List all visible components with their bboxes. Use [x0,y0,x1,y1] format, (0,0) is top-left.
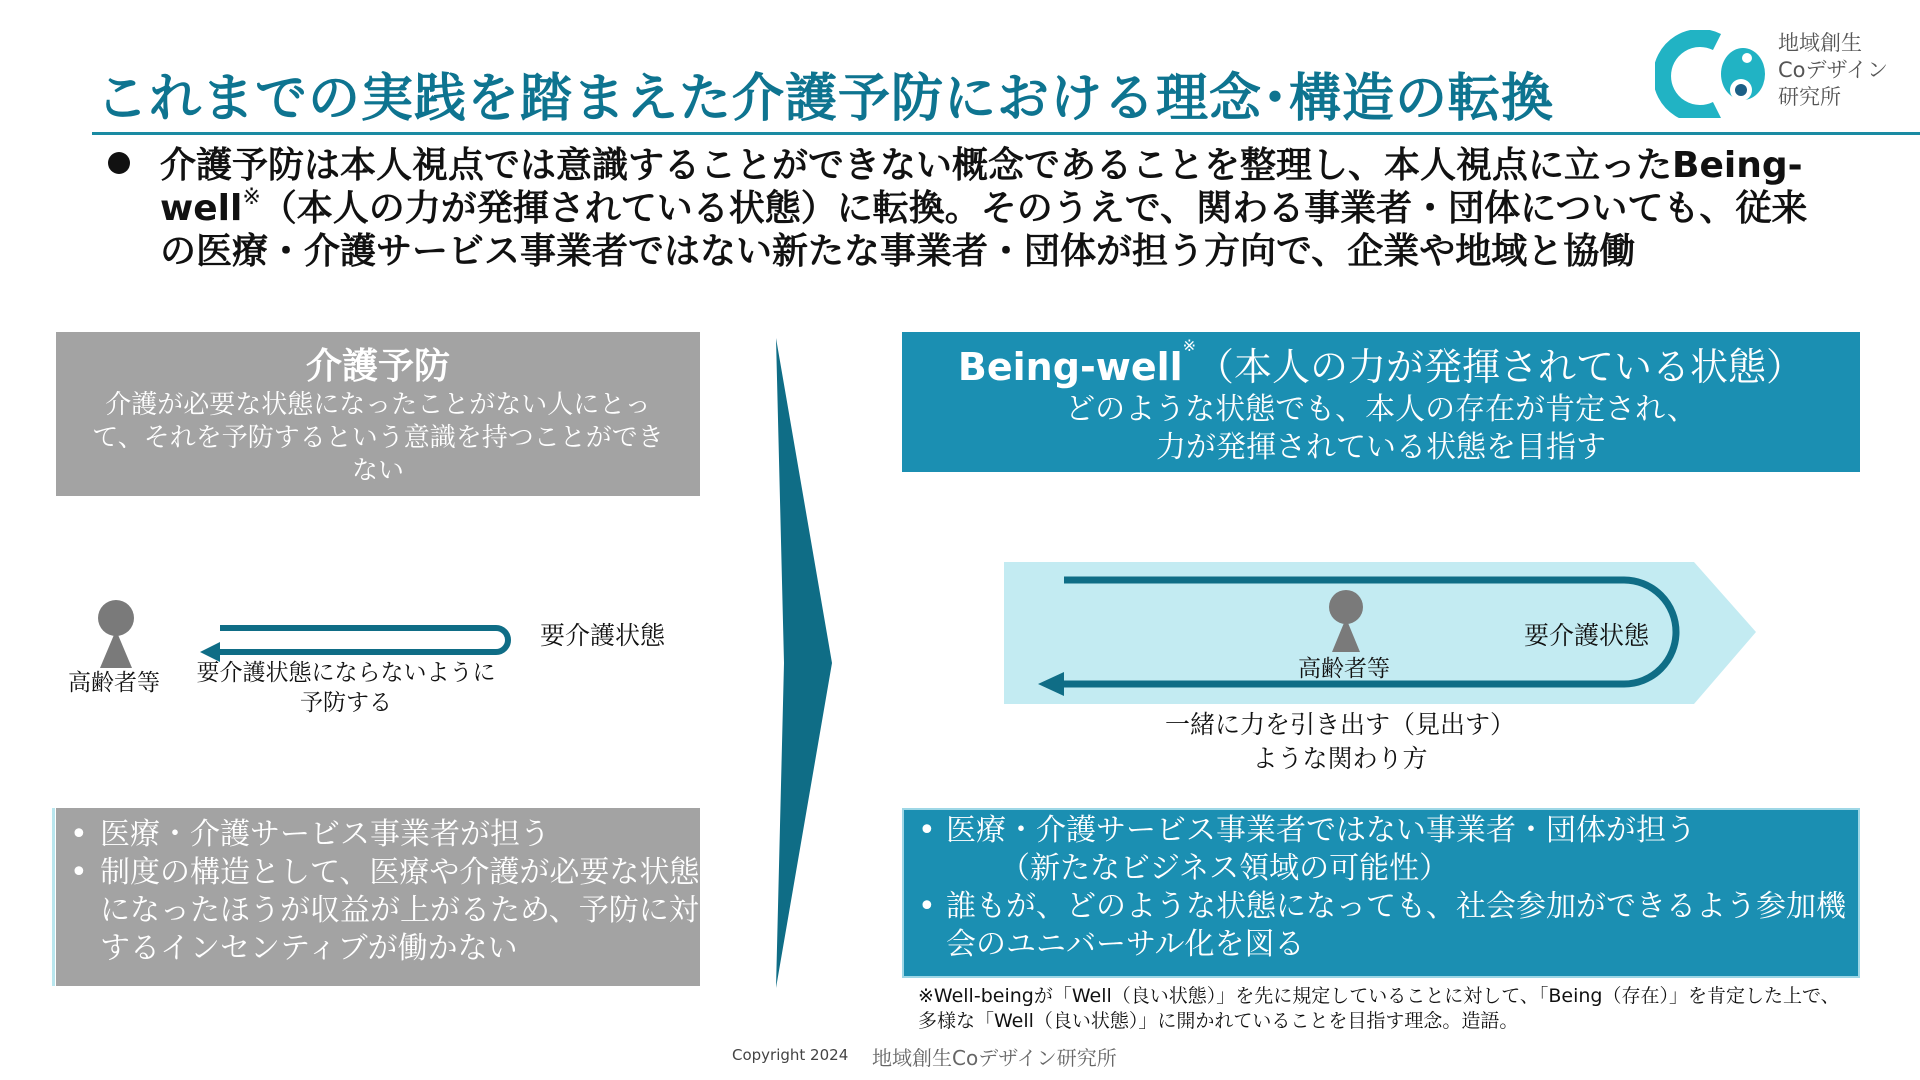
transition-arrow [776,338,836,988]
relationship-label: 一緒に力を引き出す（見出す）ような関わり方 [1164,710,1515,773]
being-well-description-line: どのような状態でも、本人の存在が肯定され、 [1065,392,1697,427]
being-well-definition: （本人の力が発揮されている状態） [1196,345,1805,389]
right-bullet: • 誰もが、どのような状態になっても、社会参加ができるよう参加機会のユニバーサル化を図る [904,888,1858,964]
being-well-heading [902,336,1860,391]
left-bullets-box [56,808,700,986]
care-prevention-description: 介護が必要な状態になったことがない人にとって、それを予防するという意識を持つことができない [92,390,664,486]
right-bullets-box [902,808,1860,978]
being-well-term: Being-well [957,345,1183,389]
bullet-dot [108,152,130,174]
footer-organization: 地域創生Coデザイン研究所 [872,1046,1117,1070]
page-title: これまでの実践を踏まえた介護予防における理念･構造の転換 [96,69,1555,129]
footnote: ※Well-beingが「Well（良い状態）」を先に規定していることに対して、「Being（存在）」を肯定した上で、多様な「Well（良い状態）」に開かれていることを目指す理念。造語。 [918,985,1840,1032]
logo-line: 研究所 [1778,85,1841,109]
summary-text-part2: （本人の力が発揮されている状態）に転換。そのうえで、関わる事業者・団体についても、従来の医療・介護サービス事業者ではない新たな事業者・団体が担う方向で、企業や地域と協働 [160,188,1808,272]
logo-line: Coデザイン [1778,58,1889,82]
right-state-label: 要介護状態 [1524,621,1650,650]
title-underline [92,132,1920,135]
copyright: Copyright 2024 [732,1046,849,1064]
logo-line: 地域創生 [1778,31,1862,55]
left-bullet: • 制度の構造として、医療や介護が必要な状態になったほうが収益が上がるため、予防に対するインセンティブが働かない [56,854,700,968]
care-prevention-heading: 介護予防 [305,346,450,387]
elderly-person-icon [88,600,144,668]
left-person-label: 高齢者等 [68,670,160,696]
being-well-box [902,332,1860,472]
care-prevention-box [56,332,700,496]
summary-bullet [160,144,1820,273]
right-bullet: • 医療・介護サービス事業者ではない事業者・団体が担う [904,812,1858,850]
left-accent-line [52,808,55,986]
summary-text-part1: 介護予防は本人視点では意識することができない概念であることを整理し、本人視点に立ったBeing-well [160,145,1803,229]
right-person-label: 高齢者等 [1298,656,1390,682]
elderly-person-icon [1326,590,1366,652]
being-well-description-line: 力が発揮されている状態を目指す [1156,430,1606,465]
footnote-mark: ※ [242,185,261,210]
left-state-label: 要介護状態 [540,621,666,650]
left-arrow-label: 要介護状態にならないように予防する [196,660,496,716]
left-bullet: • 医療・介護サービス事業者が担う [56,816,700,854]
right-bullet-subline: （新たなビジネス領域の可能性） [1000,851,1450,886]
logo-text [1778,30,1888,111]
being-well-footnote-mark: ※ [1182,336,1197,355]
